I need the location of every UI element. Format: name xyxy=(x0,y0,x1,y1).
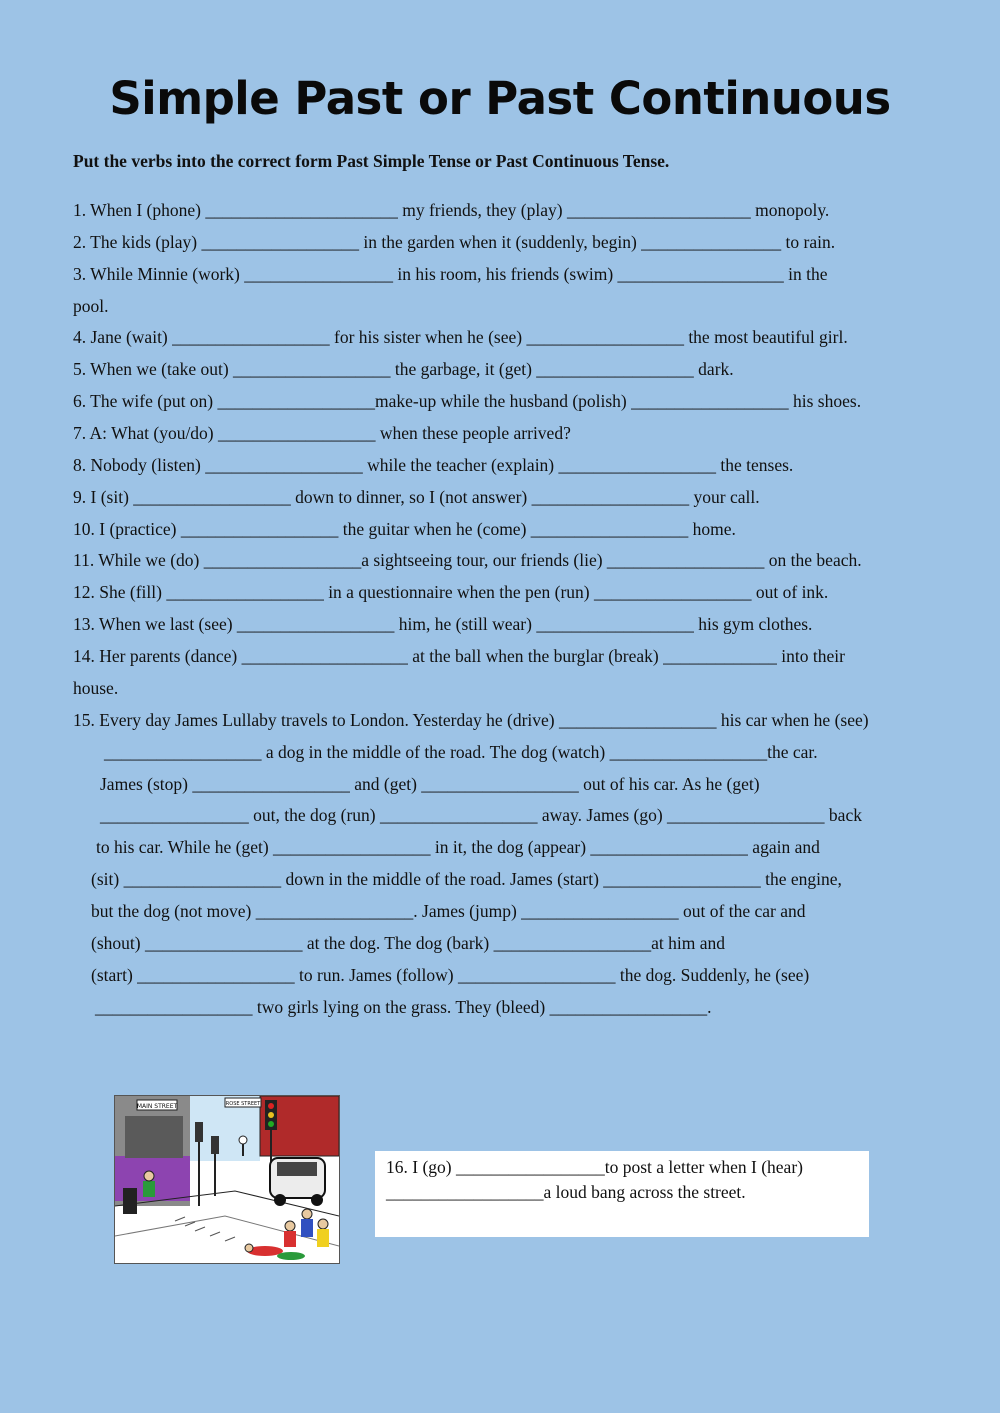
exercise-line: 4. Jane (wait) __________________ for his sister when he (see) __________________ the most beautiful girl. xyxy=(73,327,848,347)
exercise-line: 5. When we (take out) __________________ the garbage, it (get) __________________ dark. xyxy=(73,359,734,379)
exercise-line: (start) __________________ to run. James (follow) __________________ the dog. Suddenly, he (see) xyxy=(91,965,810,985)
exercise-line: 13. When we last (see) __________________ him, he (still wear) __________________ his gym clothes. xyxy=(73,614,813,634)
exercise-line: 15. Every day James Lullaby travels to London. Yesterday he (drive) __________________ his car when he (see) xyxy=(73,710,869,730)
instructions: Put the verbs into the correct form Past Simple Tense or Past Continuous Tense. xyxy=(73,151,670,171)
exercise-line: 11. While we (do) __________________a sightseeing tour, our friends (lie) __________________ on the beach. xyxy=(73,550,862,570)
exercise-line: __________________ two girls lying on the grass. They (bleed) __________________. xyxy=(95,997,712,1017)
exercise-line: 3. While Minnie (work) _________________ in his room, his friends (swim) ___________________ in the xyxy=(73,264,828,284)
exercise-line: (shout) __________________ at the dog. The dog (bark) __________________at him and xyxy=(91,933,725,953)
exercise-line: 14. Her parents (dance) ___________________ at the ball when the burglar (break) _____________ into their xyxy=(73,646,845,666)
exercise-line: 9. I (sit) __________________ down to dinner, so I (not answer) __________________ your call. xyxy=(73,487,760,507)
exercise-line: 1. When I (phone) ______________________ my friends, they (play) _____________________ monopoly. xyxy=(73,200,830,220)
exercise-line: house. xyxy=(73,678,119,698)
street-scene-illustration xyxy=(114,1095,340,1264)
street-sign-rose: ROSE STREET xyxy=(225,1101,261,1107)
page-title: Simple Past or Past Continuous xyxy=(109,72,891,125)
exercise-line: (sit) __________________ down in the middle of the road. James (start) __________________ the engine, xyxy=(91,869,842,889)
exercise-line: 7. A: What (you/do) __________________ when these people arrived? xyxy=(73,423,571,443)
exercise-16-line-2: __________________a loud bang across the street. xyxy=(386,1182,746,1202)
exercise-line: James (stop) __________________ and (get) __________________ out of his car. As he (get) xyxy=(100,774,760,794)
exercise-16-line-1: 16. I (go) _________________to post a letter when I (hear) xyxy=(386,1157,803,1177)
street-sign-main: MAIN STREET xyxy=(136,1103,178,1110)
exercise-line: 2. The kids (play) __________________ in the garden when it (suddenly, begin) ________________ to rain. xyxy=(73,232,836,252)
exercise-line: to his car. While he (get) __________________ in it, the dog (appear) __________________ again and xyxy=(96,837,820,857)
exercise-line: 8. Nobody (listen) __________________ while the teacher (explain) __________________ the tenses. xyxy=(73,455,794,475)
exercise-line: 10. I (practice) __________________ the guitar when he (come) __________________ home. xyxy=(73,519,736,539)
exercise-line: __________________ a dog in the middle of the road. The dog (watch) __________________the car. xyxy=(104,742,818,762)
exercise-line: 12. She (fill) __________________ in a questionnaire when the pen (run) __________________ out of ink. xyxy=(73,582,829,602)
exercise-line: _________________ out, the dog (run) __________________ away. James (go) __________________ back xyxy=(100,805,862,825)
exercise-line: 6. The wife (put on) __________________make-up while the husband (polish) __________________ his shoes. xyxy=(73,391,862,411)
exercise-line: but the dog (not move) __________________. James (jump) __________________ out of the car and xyxy=(91,901,806,921)
exercise-16-box xyxy=(375,1151,869,1237)
exercise-line: pool. xyxy=(73,296,109,316)
